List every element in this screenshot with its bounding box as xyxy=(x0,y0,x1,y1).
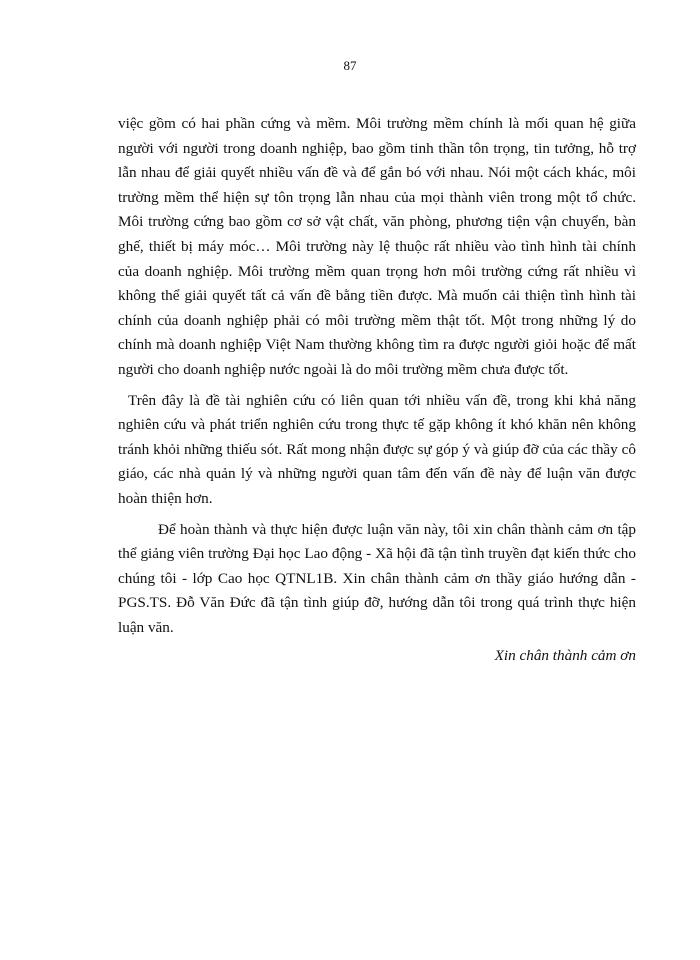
paragraph-acknowledgements: Để hoàn thành và thực hiện được luận văn này, tôi xin chân thành cảm ơn tập thể giảng viên trường Đại học Lao động - Xã hội đã tận tình truyền đạt kiến thức cho chúng tôi - lớp Cao học QTNL1B. Xin chân thành cảm ơn thầy giáo hướng dẫn - PGS.TS. Đỗ Văn Đức đã tận tình giúp đỡ, hướng dẫn tôi trong quá trình thực hiện luận văn. xyxy=(118,520,636,636)
paragraph-research-limitations: Trên đây là đề tài nghiên cứu có liên quan tới nhiều vấn đề, trong khi khả năng nghiên cứu và phát triển nghiên cứu trong thực tế gặp không ít khó khăn nên không tránh khỏi những thiếu sót. Rất mong nhận được sự góp ý và giúp đỡ của các thầy cô giáo, các nhà quản lý và những người quan tâm đến vấn đề này để luận văn được hoàn thiện hơn. xyxy=(118,391,636,507)
closing-thanks: Xin chân thành cảm ơn xyxy=(494,647,636,665)
page-number: 87 xyxy=(343,58,357,73)
document-body xyxy=(118,112,636,669)
paragraph-soft-environment: việc gồm có hai phần cứng và mềm. Môi trường mềm chính là mối quan hệ giữa người với người trong doanh nghiệp, bao gồm tinh thần tôn trọng, tin tưởng, hỗ trợ lẫn nhau để giải quyết nhiều vấn đề và để gắn bó với nhau. Nói một cách khác, môi trường mềm thể hiện sự tôn trọng lẫn nhau của mọi thành viên trong một tổ chức. Môi trường cứng bao gồm cơ sở vật chất, văn phòng, phương tiện vận chuyển, bàn ghế, thiết bị máy móc… Môi trường này lệ thuộc rất nhiều vào tình hình tài chính của doanh nghiệp. Môi trường mềm quan trọng hơn môi trường cứng rất nhiều vì không thể giải quyết tất cả vấn đề bằng tiền được. Mà muốn cải thiện tình hình tài chính của doanh nghiệp phải có môi trường mềm thật tốt. Một trong những lý do chính mà doanh nghiệp Việt Nam thường không tìm ra được người giỏi hoặc để mất người cho doanh nghiệp nước ngoài là do môi trường mềm chưa được tốt. xyxy=(118,115,636,378)
